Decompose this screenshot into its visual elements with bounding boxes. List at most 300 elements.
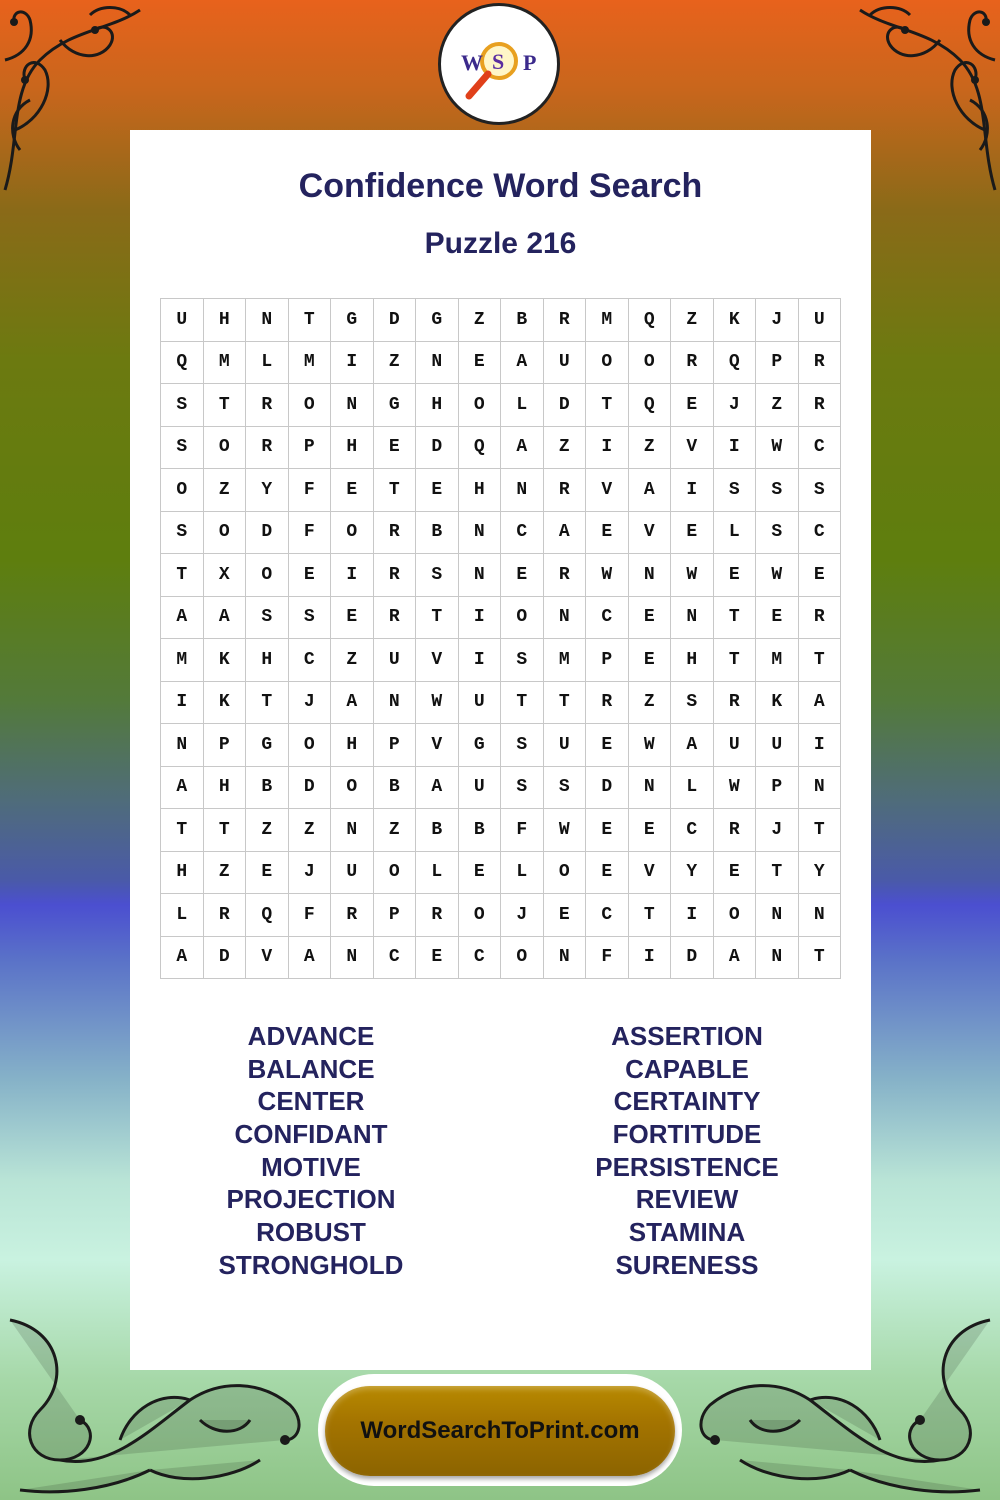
grid-cell[interactable]: V bbox=[586, 469, 629, 512]
grid-cell[interactable]: T bbox=[501, 681, 544, 724]
grid-cell[interactable]: Z bbox=[203, 469, 246, 512]
grid-cell[interactable]: G bbox=[331, 299, 374, 342]
grid-cell[interactable]: C bbox=[671, 809, 714, 852]
grid-cell[interactable]: E bbox=[671, 511, 714, 554]
grid-cell[interactable]: O bbox=[203, 426, 246, 469]
grid-cell[interactable]: O bbox=[713, 894, 756, 937]
word-list-item: PROJECTION bbox=[226, 1184, 396, 1215]
grid-cell[interactable]: T bbox=[798, 639, 841, 682]
logo-letter-s: S bbox=[492, 49, 505, 74]
grid-cell[interactable]: P bbox=[586, 639, 629, 682]
grid-cell[interactable]: J bbox=[288, 681, 331, 724]
word-list-item: ROBUST bbox=[256, 1217, 366, 1248]
grid-cell[interactable]: R bbox=[246, 384, 289, 427]
grid-cell[interactable]: C bbox=[501, 511, 544, 554]
grid-cell[interactable]: E bbox=[628, 809, 671, 852]
grid-cell[interactable]: Q bbox=[628, 384, 671, 427]
grid-cell[interactable]: U bbox=[458, 681, 501, 724]
grid-cell[interactable]: N bbox=[756, 936, 799, 979]
word-list-item: REVIEW bbox=[635, 1184, 739, 1215]
grid-cell[interactable]: R bbox=[713, 809, 756, 852]
grid-cell[interactable]: B bbox=[373, 766, 416, 809]
grid-cell[interactable]: L bbox=[501, 384, 544, 427]
grid-row bbox=[161, 894, 841, 937]
grid-cell[interactable]: D bbox=[671, 936, 714, 979]
grid-cell[interactable]: N bbox=[161, 724, 204, 767]
grid-cell[interactable]: S bbox=[161, 384, 204, 427]
grid-cell[interactable]: D bbox=[586, 766, 629, 809]
grid-cell[interactable]: S bbox=[501, 766, 544, 809]
grid-cell[interactable]: O bbox=[628, 341, 671, 384]
grid-cell[interactable]: M bbox=[543, 639, 586, 682]
grid-cell[interactable]: N bbox=[756, 894, 799, 937]
grid-cell[interactable]: R bbox=[331, 894, 374, 937]
grid-cell[interactable]: A bbox=[628, 469, 671, 512]
grid-cell[interactable]: Z bbox=[628, 426, 671, 469]
grid-cell[interactable]: J bbox=[501, 894, 544, 937]
grid-cell[interactable]: E bbox=[713, 554, 756, 597]
word-list-left bbox=[131, 1020, 491, 1282]
grid-cell[interactable]: I bbox=[161, 681, 204, 724]
grid-cell[interactable]: S bbox=[161, 511, 204, 554]
grid-cell[interactable]: N bbox=[416, 341, 459, 384]
grid-cell[interactable]: E bbox=[246, 851, 289, 894]
grid-cell[interactable]: W bbox=[543, 809, 586, 852]
grid-cell[interactable]: V bbox=[246, 936, 289, 979]
grid-cell[interactable]: H bbox=[671, 639, 714, 682]
grid-cell[interactable]: B bbox=[416, 511, 459, 554]
grid-cell[interactable]: N bbox=[628, 766, 671, 809]
grid-cell[interactable]: Y bbox=[246, 469, 289, 512]
grid-cell[interactable]: D bbox=[543, 384, 586, 427]
grid-cell[interactable]: A bbox=[798, 681, 841, 724]
grid-cell[interactable]: E bbox=[713, 851, 756, 894]
grid-cell[interactable]: E bbox=[756, 596, 799, 639]
grid-cell[interactable]: A bbox=[161, 596, 204, 639]
grid-cell[interactable]: M bbox=[161, 639, 204, 682]
grid-cell[interactable]: E bbox=[543, 894, 586, 937]
grid-cell[interactable]: N bbox=[671, 596, 714, 639]
grid-cell[interactable]: U bbox=[543, 341, 586, 384]
grid-cell[interactable]: G bbox=[246, 724, 289, 767]
grid-cell[interactable]: Q bbox=[628, 299, 671, 342]
grid-cell[interactable]: C bbox=[373, 936, 416, 979]
grid-cell[interactable]: F bbox=[586, 936, 629, 979]
grid-cell[interactable]: P bbox=[203, 724, 246, 767]
grid-cell[interactable]: O bbox=[288, 724, 331, 767]
site-logo[interactable] bbox=[438, 3, 560, 125]
grid-cell[interactable]: O bbox=[543, 851, 586, 894]
grid-cell[interactable]: E bbox=[416, 469, 459, 512]
grid-row bbox=[161, 851, 841, 894]
grid-cell[interactable]: T bbox=[798, 936, 841, 979]
grid-cell[interactable]: P bbox=[373, 724, 416, 767]
grid-cell[interactable]: Y bbox=[798, 851, 841, 894]
grid-cell[interactable]: D bbox=[416, 426, 459, 469]
grid-cell[interactable]: Z bbox=[288, 809, 331, 852]
grid-cell[interactable]: F bbox=[501, 809, 544, 852]
grid-cell[interactable]: E bbox=[586, 851, 629, 894]
grid-row bbox=[161, 766, 841, 809]
grid-cell[interactable]: K bbox=[756, 681, 799, 724]
grid-cell[interactable]: B bbox=[416, 809, 459, 852]
grid-cell[interactable]: T bbox=[161, 554, 204, 597]
grid-cell[interactable]: N bbox=[458, 554, 501, 597]
grid-cell[interactable]: R bbox=[543, 554, 586, 597]
grid-cell[interactable]: V bbox=[628, 511, 671, 554]
grid-cell[interactable]: O bbox=[501, 936, 544, 979]
grid-cell[interactable]: U bbox=[161, 299, 204, 342]
grid-cell[interactable]: M bbox=[586, 299, 629, 342]
grid-cell[interactable]: N bbox=[373, 681, 416, 724]
grid-cell[interactable]: I bbox=[458, 639, 501, 682]
grid-cell[interactable]: O bbox=[458, 384, 501, 427]
grid-cell[interactable]: I bbox=[458, 596, 501, 639]
corner-flourish-top-right bbox=[850, 0, 1000, 200]
grid-cell[interactable]: R bbox=[798, 596, 841, 639]
grid-cell[interactable]: Y bbox=[671, 851, 714, 894]
grid-cell[interactable]: P bbox=[373, 894, 416, 937]
grid-cell[interactable]: E bbox=[628, 639, 671, 682]
grid-cell[interactable]: S bbox=[756, 511, 799, 554]
grid-cell[interactable]: C bbox=[586, 596, 629, 639]
grid-cell[interactable]: T bbox=[288, 299, 331, 342]
word-list-item: PERSISTENCE bbox=[595, 1151, 779, 1182]
grid-cell[interactable]: U bbox=[798, 299, 841, 342]
grid-row bbox=[161, 936, 841, 979]
grid-cell[interactable]: E bbox=[458, 341, 501, 384]
grid-cell[interactable]: O bbox=[501, 596, 544, 639]
grid-cell[interactable]: R bbox=[373, 554, 416, 597]
grid-cell[interactable]: V bbox=[671, 426, 714, 469]
grid-cell[interactable]: Q bbox=[161, 341, 204, 384]
grid-cell[interactable]: S bbox=[161, 426, 204, 469]
grid-cell[interactable]: Q bbox=[713, 341, 756, 384]
grid-cell[interactable]: E bbox=[586, 511, 629, 554]
grid-row bbox=[161, 341, 841, 384]
grid-cell[interactable]: A bbox=[331, 681, 374, 724]
grid-cell[interactable]: N bbox=[331, 936, 374, 979]
grid-cell[interactable]: A bbox=[416, 766, 459, 809]
grid-cell[interactable]: I bbox=[671, 469, 714, 512]
grid-row bbox=[161, 299, 841, 342]
grid-cell[interactable]: K bbox=[203, 639, 246, 682]
grid-cell[interactable]: A bbox=[203, 596, 246, 639]
grid-cell[interactable]: N bbox=[331, 809, 374, 852]
grid-cell[interactable]: N bbox=[458, 511, 501, 554]
grid-cell[interactable]: E bbox=[628, 596, 671, 639]
grid-cell[interactable]: R bbox=[373, 596, 416, 639]
grid-cell[interactable]: O bbox=[288, 384, 331, 427]
word-list-item: SURENESS bbox=[615, 1249, 759, 1280]
grid-cell[interactable]: V bbox=[416, 724, 459, 767]
grid-cell[interactable]: M bbox=[756, 639, 799, 682]
grid-cell[interactable]: I bbox=[586, 426, 629, 469]
grid-cell[interactable]: F bbox=[288, 894, 331, 937]
grid-cell[interactable]: Z bbox=[458, 299, 501, 342]
grid-cell[interactable]: G bbox=[416, 299, 459, 342]
grid-cell[interactable]: A bbox=[288, 936, 331, 979]
grid-cell[interactable]: X bbox=[203, 554, 246, 597]
grid-cell[interactable]: T bbox=[203, 809, 246, 852]
grid-cell[interactable]: W bbox=[416, 681, 459, 724]
grid-row bbox=[161, 596, 841, 639]
word-list-item: CERTAINTY bbox=[613, 1086, 761, 1117]
grid-cell[interactable]: P bbox=[756, 766, 799, 809]
grid-cell[interactable]: S bbox=[501, 639, 544, 682]
grid-cell[interactable]: N bbox=[798, 766, 841, 809]
grid-cell[interactable]: E bbox=[416, 936, 459, 979]
grid-cell[interactable]: P bbox=[756, 341, 799, 384]
grid-row bbox=[161, 554, 841, 597]
grid-cell[interactable]: N bbox=[543, 596, 586, 639]
grid-cell[interactable]: V bbox=[628, 851, 671, 894]
grid-cell[interactable]: C bbox=[586, 894, 629, 937]
grid-row bbox=[161, 809, 841, 852]
grid-cell[interactable]: A bbox=[713, 936, 756, 979]
logo-letter-w: W bbox=[461, 50, 483, 75]
grid-cell[interactable]: O bbox=[203, 511, 246, 554]
grid-cell[interactable]: R bbox=[671, 341, 714, 384]
grid-cell[interactable]: Q bbox=[458, 426, 501, 469]
grid-cell[interactable]: F bbox=[288, 511, 331, 554]
grid-cell[interactable]: S bbox=[798, 469, 841, 512]
word-list-item: CENTER bbox=[257, 1086, 365, 1117]
grid-cell[interactable]: L bbox=[713, 511, 756, 554]
grid-cell[interactable]: L bbox=[416, 851, 459, 894]
grid-cell[interactable]: H bbox=[458, 469, 501, 512]
grid-row bbox=[161, 724, 841, 767]
grid-cell[interactable]: Z bbox=[756, 384, 799, 427]
grid-cell[interactable]: U bbox=[373, 639, 416, 682]
grid-cell[interactable]: U bbox=[458, 766, 501, 809]
grid-cell[interactable]: E bbox=[458, 851, 501, 894]
grid-cell[interactable]: T bbox=[713, 596, 756, 639]
grid-cell[interactable]: H bbox=[331, 426, 374, 469]
grid-row bbox=[161, 511, 841, 554]
grid-cell[interactable]: N bbox=[798, 894, 841, 937]
grid-cell[interactable]: W bbox=[713, 766, 756, 809]
letter-grid bbox=[160, 298, 841, 979]
grid-cell[interactable]: E bbox=[586, 809, 629, 852]
grid-cell[interactable]: M bbox=[203, 341, 246, 384]
grid-cell[interactable]: U bbox=[756, 724, 799, 767]
grid-cell[interactable]: L bbox=[246, 341, 289, 384]
grid-cell[interactable]: D bbox=[203, 936, 246, 979]
grid-cell[interactable]: U bbox=[713, 724, 756, 767]
grid-cell[interactable]: Z bbox=[671, 299, 714, 342]
logo-letter-p: P bbox=[523, 50, 537, 75]
grid-cell[interactable]: T bbox=[246, 681, 289, 724]
site-link-button[interactable]: WordSearchToPrint.com bbox=[325, 1386, 675, 1476]
grid-row bbox=[161, 426, 841, 469]
grid-cell[interactable]: T bbox=[756, 851, 799, 894]
grid-cell[interactable]: S bbox=[756, 469, 799, 512]
grid-cell[interactable]: B bbox=[501, 299, 544, 342]
grid-cell[interactable]: T bbox=[543, 681, 586, 724]
grid-cell[interactable]: R bbox=[416, 894, 459, 937]
grid-cell[interactable]: G bbox=[458, 724, 501, 767]
grid-cell[interactable]: U bbox=[331, 851, 374, 894]
grid-cell[interactable]: R bbox=[543, 299, 586, 342]
grid-cell[interactable]: J bbox=[288, 851, 331, 894]
word-list-right bbox=[507, 1020, 867, 1282]
grid-cell[interactable]: B bbox=[458, 809, 501, 852]
grid-cell[interactable]: Z bbox=[246, 809, 289, 852]
grid-cell[interactable]: R bbox=[713, 681, 756, 724]
grid-cell[interactable]: N bbox=[331, 384, 374, 427]
grid-row bbox=[161, 384, 841, 427]
grid-cell[interactable]: L bbox=[671, 766, 714, 809]
grid-cell[interactable]: E bbox=[798, 554, 841, 597]
grid-cell[interactable]: O bbox=[331, 766, 374, 809]
grid-cell[interactable]: J bbox=[756, 299, 799, 342]
grid-cell[interactable]: E bbox=[373, 426, 416, 469]
grid-cell[interactable]: Q bbox=[246, 894, 289, 937]
grid-cell[interactable]: T bbox=[416, 596, 459, 639]
grid-cell[interactable]: R bbox=[203, 894, 246, 937]
grid-cell[interactable]: I bbox=[671, 894, 714, 937]
grid-cell[interactable]: C bbox=[798, 426, 841, 469]
grid-cell[interactable]: W bbox=[756, 554, 799, 597]
grid-cell[interactable]: H bbox=[246, 639, 289, 682]
grid-cell[interactable]: T bbox=[203, 384, 246, 427]
grid-cell[interactable]: D bbox=[288, 766, 331, 809]
grid-cell[interactable]: Z bbox=[331, 639, 374, 682]
word-list-item: MOTIVE bbox=[261, 1151, 361, 1182]
grid-cell[interactable]: S bbox=[501, 724, 544, 767]
word-list-item: STAMINA bbox=[628, 1217, 746, 1248]
grid-cell[interactable]: L bbox=[501, 851, 544, 894]
grid-cell[interactable]: U bbox=[543, 724, 586, 767]
grid-cell[interactable]: A bbox=[501, 426, 544, 469]
grid-cell[interactable]: C bbox=[458, 936, 501, 979]
grid-cell[interactable]: N bbox=[628, 554, 671, 597]
magnifier-icon bbox=[441, 6, 557, 122]
word-list-item: CONFIDANT bbox=[234, 1119, 388, 1150]
grid-cell[interactable]: R bbox=[586, 681, 629, 724]
grid-cell[interactable]: I bbox=[713, 426, 756, 469]
grid-cell[interactable]: T bbox=[798, 809, 841, 852]
grid-cell[interactable]: M bbox=[288, 341, 331, 384]
word-list-item: ADVANCE bbox=[247, 1021, 375, 1051]
grid-cell[interactable]: E bbox=[586, 724, 629, 767]
grid-cell[interactable]: Z bbox=[373, 809, 416, 852]
grid-cell[interactable]: A bbox=[501, 341, 544, 384]
grid-cell[interactable]: N bbox=[501, 469, 544, 512]
grid-cell[interactable]: I bbox=[628, 936, 671, 979]
grid-cell[interactable]: R bbox=[798, 341, 841, 384]
grid-cell[interactable]: S bbox=[288, 596, 331, 639]
grid-cell[interactable]: Z bbox=[543, 426, 586, 469]
grid-cell[interactable]: W bbox=[756, 426, 799, 469]
grid-cell[interactable]: C bbox=[288, 639, 331, 682]
grid-cell[interactable]: P bbox=[288, 426, 331, 469]
grid-cell[interactable]: W bbox=[586, 554, 629, 597]
grid-cell[interactable]: A bbox=[671, 724, 714, 767]
grid-cell[interactable]: A bbox=[543, 511, 586, 554]
grid-cell[interactable]: E bbox=[671, 384, 714, 427]
grid-cell[interactable]: O bbox=[161, 469, 204, 512]
grid-cell[interactable]: K bbox=[713, 299, 756, 342]
grid-cell[interactable]: D bbox=[373, 299, 416, 342]
word-list-item: ASSERTION bbox=[611, 1021, 763, 1051]
grid-cell[interactable]: I bbox=[798, 724, 841, 767]
grid-cell[interactable]: J bbox=[756, 809, 799, 852]
grid-cell[interactable]: B bbox=[246, 766, 289, 809]
grid-cell[interactable]: H bbox=[161, 851, 204, 894]
grid-cell[interactable]: Z bbox=[373, 341, 416, 384]
grid-cell[interactable]: S bbox=[713, 469, 756, 512]
corner-flourish-top-left bbox=[0, 0, 150, 200]
grid-cell[interactable]: E bbox=[288, 554, 331, 597]
grid-cell[interactable]: K bbox=[203, 681, 246, 724]
grid-cell[interactable]: N bbox=[246, 299, 289, 342]
grid-cell[interactable]: T bbox=[713, 639, 756, 682]
grid-cell[interactable]: R bbox=[543, 469, 586, 512]
grid-cell[interactable]: O bbox=[331, 511, 374, 554]
grid-cell[interactable]: R bbox=[798, 384, 841, 427]
grid-cell[interactable]: C bbox=[798, 511, 841, 554]
grid-cell[interactable]: W bbox=[671, 554, 714, 597]
grid-cell[interactable]: H bbox=[416, 384, 459, 427]
grid-cell[interactable]: E bbox=[331, 596, 374, 639]
grid-cell[interactable]: S bbox=[416, 554, 459, 597]
grid-cell[interactable]: O bbox=[458, 894, 501, 937]
grid-cell[interactable]: Z bbox=[203, 851, 246, 894]
grid-cell[interactable]: Z bbox=[628, 681, 671, 724]
grid-cell[interactable]: D bbox=[246, 511, 289, 554]
grid-cell[interactable]: R bbox=[246, 426, 289, 469]
grid-cell[interactable]: R bbox=[373, 511, 416, 554]
grid-cell[interactable]: T bbox=[628, 894, 671, 937]
puzzle-number: Puzzle 216 bbox=[424, 227, 577, 260]
puzzle-panel bbox=[130, 130, 871, 1370]
page-title: Confidence Word Search bbox=[298, 167, 703, 205]
grid-cell[interactable]: O bbox=[246, 554, 289, 597]
grid-cell[interactable]: T bbox=[373, 469, 416, 512]
grid-cell[interactable]: I bbox=[331, 554, 374, 597]
word-list-item: STRONGHOLD bbox=[218, 1249, 404, 1280]
grid-cell[interactable]: A bbox=[161, 766, 204, 809]
grid-cell[interactable]: L bbox=[161, 894, 204, 937]
grid-cell[interactable]: T bbox=[586, 384, 629, 427]
grid-cell[interactable]: S bbox=[246, 596, 289, 639]
grid-cell[interactable]: H bbox=[203, 766, 246, 809]
grid-cell[interactable]: V bbox=[416, 639, 459, 682]
grid-cell[interactable]: E bbox=[331, 469, 374, 512]
grid-cell[interactable]: O bbox=[586, 341, 629, 384]
grid-cell[interactable]: A bbox=[161, 936, 204, 979]
grid-cell[interactable]: T bbox=[161, 809, 204, 852]
word-list-item: CAPABLE bbox=[625, 1053, 749, 1084]
grid-cell[interactable]: I bbox=[331, 341, 374, 384]
grid-cell[interactable]: J bbox=[713, 384, 756, 427]
word-list-item: FORTITUDE bbox=[612, 1119, 762, 1150]
grid-cell[interactable]: W bbox=[628, 724, 671, 767]
grid-cell[interactable]: G bbox=[373, 384, 416, 427]
grid-row bbox=[161, 681, 841, 724]
grid-cell[interactable]: S bbox=[543, 766, 586, 809]
grid-cell[interactable]: H bbox=[331, 724, 374, 767]
grid-cell[interactable]: H bbox=[203, 299, 246, 342]
grid-cell[interactable]: O bbox=[373, 851, 416, 894]
grid-cell[interactable]: S bbox=[671, 681, 714, 724]
grid-cell[interactable]: N bbox=[543, 936, 586, 979]
grid-cell[interactable]: E bbox=[501, 554, 544, 597]
word-list-item: BALANCE bbox=[247, 1053, 375, 1084]
grid-cell[interactable]: F bbox=[288, 469, 331, 512]
